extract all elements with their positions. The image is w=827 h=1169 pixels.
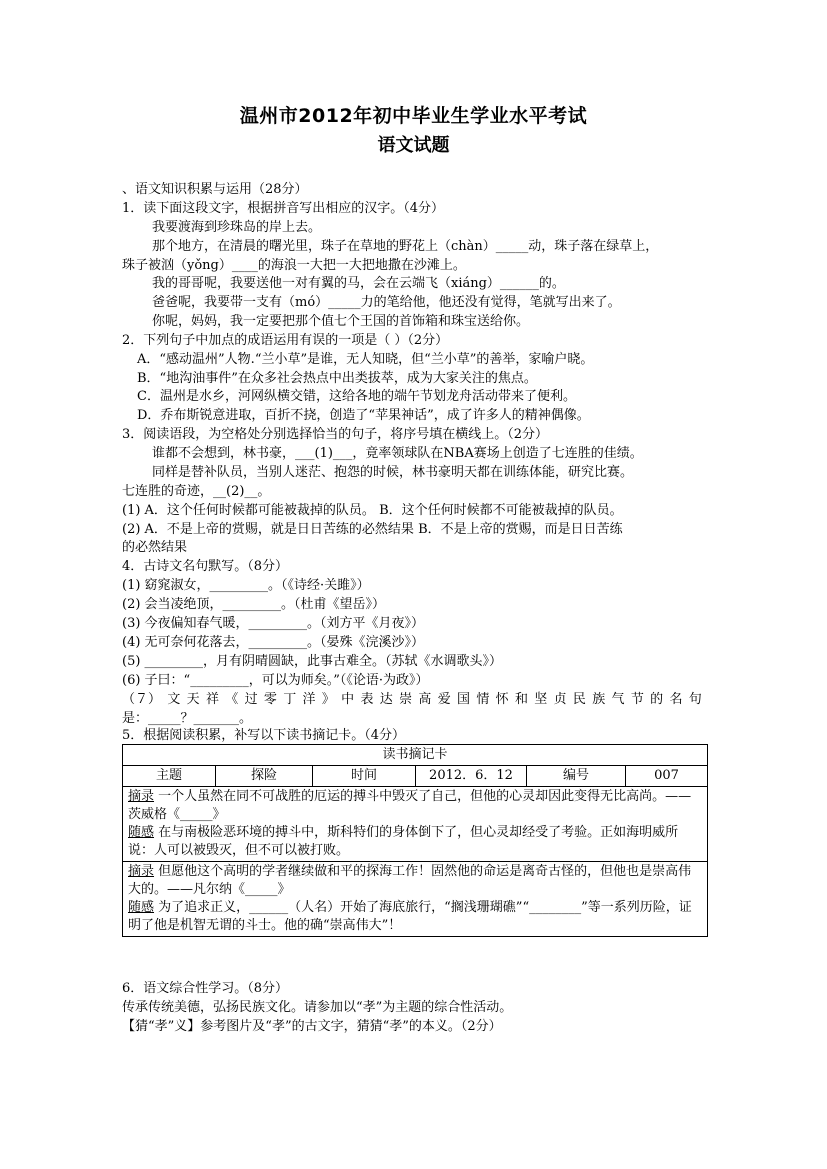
reading-note-card — [122, 744, 708, 937]
q7-char: 贞 — [553, 692, 567, 707]
q2-option-d: D．乔布斯锐意进取，百折不挠，创造了“苹果神话”，成了许多人的精神偶像。 — [137, 408, 590, 423]
question-4: 4．古诗文名句默写。（8分） — [122, 559, 289, 574]
q7-char: 《 — [225, 692, 239, 707]
question-5: 5．根据阅读积累，补写以下读书摘记卡。（4分） — [122, 728, 406, 743]
q4-item-3: (3) 今夜偏知春气暖，_________。（刘方平《月夜》） — [122, 616, 425, 631]
q7-char: 句 — [688, 692, 702, 707]
q6-task-1: 【猜“孝”义】参考图片及“孝”的古文字，猜猜“孝”的本义。（2分） — [122, 1019, 502, 1034]
card-header-number: 编号 — [527, 766, 626, 787]
q7-char: 民 — [572, 692, 586, 707]
q1-line-2: 那个地方，在清晨的曙光里，珠子在草地的野花上（chàn）_____动，珠子落在绿草上， — [152, 239, 659, 254]
q4-item-5: (5) _________，月有阴晴圆缺，此事古难全。（苏轼《水调歌头》） — [122, 654, 503, 669]
question-2: 2．下列句子中加点的成语运用有误的一项是（ ）（2分） — [122, 333, 449, 348]
q4-item-1: (1) 窈窕淑女，_________。（《诗经·关雎》） — [122, 578, 370, 593]
entry-2-excerpt-label: 摘录 — [128, 864, 155, 879]
exam-subtitle: 语文试题 — [377, 135, 450, 156]
card-header-time-value: 2012．6．12 — [416, 766, 527, 787]
q4-item-4: (4) 无可奈何花落去，_________。（晏殊《浣溪沙》） — [122, 635, 425, 650]
q1-line-5: 爸爸呢，我要带一支有（mó）_____力的笔给他，他还没有觉得，笔就写出来了。 — [152, 295, 621, 310]
q7-char: 祥 — [205, 692, 219, 707]
question-6: 6．语文综合性学习。（8分） — [122, 981, 289, 996]
q6-intro: 传承传统美德，弘扬民族文化。请参加以“孝”为主题的综合性活动。 — [122, 1000, 513, 1015]
q4-item-7-cont: 是：_____？_______。 — [122, 711, 253, 726]
q7-char: 国 — [457, 692, 471, 707]
card-entry-1 — [123, 787, 708, 862]
card-header-number-value: 007 — [626, 766, 708, 787]
q4-item-2: (2) 会当凌绝顶，_________。（杜甫《望岳》） — [122, 597, 386, 612]
q3-choice-1: (1) A．这个任何时候都可能被裁掉的队员。 B．这个任何时候都不可能被裁掉的队员。 — [122, 503, 623, 518]
q7-char: 气 — [611, 692, 625, 707]
q7-char: 节 — [630, 692, 644, 707]
entry-2-comment: 为了追求正义，______（人名）开始了海底旅行，“搁浅珊瑚礁”“________”等一系列历险，证明了他是机智无谓的斗士。他的确“崇高伟大”！ — [128, 900, 692, 933]
q7-char: 》 — [321, 692, 335, 707]
q3-line-1: 谁都不会想到，林书豪，___(1)___，竟率领球队在NBA赛场上创造了七连胜的佳绩。 — [152, 446, 643, 461]
q7-char: 表 — [360, 692, 374, 707]
exam-title: 温州市2012年初中毕业生学业水平考试 — [239, 105, 588, 127]
card-header-theme: 主题 — [123, 766, 216, 787]
q7-char: 中 — [341, 692, 355, 707]
question-1: 1．读下面这段文字，根据拼音写出相应的汉字。（4分） — [122, 201, 445, 216]
q4-item-6: (6) 子曰：“_________，可以为师矣。”（《论语·为政》） — [122, 673, 429, 688]
q7-char: 崇 — [399, 692, 413, 707]
card-entry-2 — [123, 862, 708, 937]
section-1-heading: 、语文知识积累与运用（28分） — [122, 182, 308, 197]
q4-item-7 — [122, 691, 702, 709]
entry-1-comment: 在与南极险恶环境的搏斗中，斯科特们的身体倒下了，但心灵却经受了考验。正如海明威所说：人可以被毁灭，但不可以被打败。 — [128, 825, 679, 858]
q3-line-2: 同样是替补队员，当别人迷茫、抱怨的时候，林书豪明天都在训练体能，研究比赛。 — [152, 465, 634, 480]
q7-char: 天 — [186, 692, 200, 707]
q2-option-b: B．“地沟油事件”在众多社会热点中出类拔萃，成为大家关注的焦点。 — [137, 371, 537, 386]
q7-char: 洋 — [302, 692, 316, 707]
q3-line-3: 七连胜的奇迹，__(2)__。 — [122, 484, 271, 499]
entry-1-comment-label: 随感 — [128, 825, 155, 840]
card-title: 读书摘记卡 — [123, 745, 708, 766]
q2-option-a: A．“感动温州”人物.“兰小草”是谁，无人知晓，但“兰小草”的善举，家喻户晓。 — [137, 352, 594, 367]
q7-char: 达 — [379, 692, 393, 707]
q1-line-1: 我要渡海到珍珠岛的岸上去。 — [152, 220, 322, 235]
card-header-time: 时间 — [313, 766, 416, 787]
q2-option-c: C．温州是水乡，河网纵横交错，这给各地的端午节划龙舟活动带来了便利。 — [137, 389, 576, 404]
entry-2-excerpt: 但愿他这个高明的学者继续做和平的探海工作！固然他的命运是离奇古怪的，但他也是崇高伟大的。——凡尔纳《_____》 — [128, 864, 692, 897]
q7-char: 高 — [418, 692, 432, 707]
q7-char: （７） — [122, 692, 162, 707]
q7-char: 文 — [167, 692, 181, 707]
q7-char: 过 — [244, 692, 258, 707]
q7-char: 爱 — [437, 692, 451, 707]
q7-char: 怀 — [495, 692, 509, 707]
q7-char: 名 — [669, 692, 683, 707]
q7-char: 坚 — [534, 692, 548, 707]
q7-char: 丁 — [283, 692, 297, 707]
q7-char: 族 — [592, 692, 606, 707]
q7-char: 零 — [263, 692, 277, 707]
entry-1-excerpt: 一个人虽然在同不可战胜的厄运的搏斗中毁灭了自己，但他的心灵却因此变得无比高尚。——茨威格《_____》 — [128, 789, 692, 822]
question-3: 3．阅读语段，为空格处分别选择恰当的句子，将序号填在横线上。（2分） — [122, 427, 549, 442]
q7-char: 情 — [476, 692, 490, 707]
q1-line-6: 你呢，妈妈，我一定要把那个值七个王国的首饰箱和珠宝送给你。 — [152, 314, 530, 329]
card-header-theme-value: 探险 — [216, 766, 313, 787]
q3-choice-2-cont: 的必然结果 — [122, 540, 188, 555]
q1-line-4: 我的哥哥呢，我要送他一对有翼的马，会在云端飞（xiáng）______的。 — [152, 276, 565, 291]
entry-2-comment-label: 随感 — [128, 900, 155, 915]
entry-1-excerpt-label: 摘录 — [128, 789, 155, 804]
q1-line-3: 珠子被汹（yǒng）____的海浪一大把一大把地撒在沙滩上。 — [122, 258, 466, 273]
q7-char: 和 — [514, 692, 528, 707]
q3-choice-2: (2) A．不是上帝的赏赐，就是日日苦练的必然结果 B．不是上帝的赏赐，而是日日苦练 — [122, 522, 623, 537]
q7-char: 的 — [650, 692, 664, 707]
